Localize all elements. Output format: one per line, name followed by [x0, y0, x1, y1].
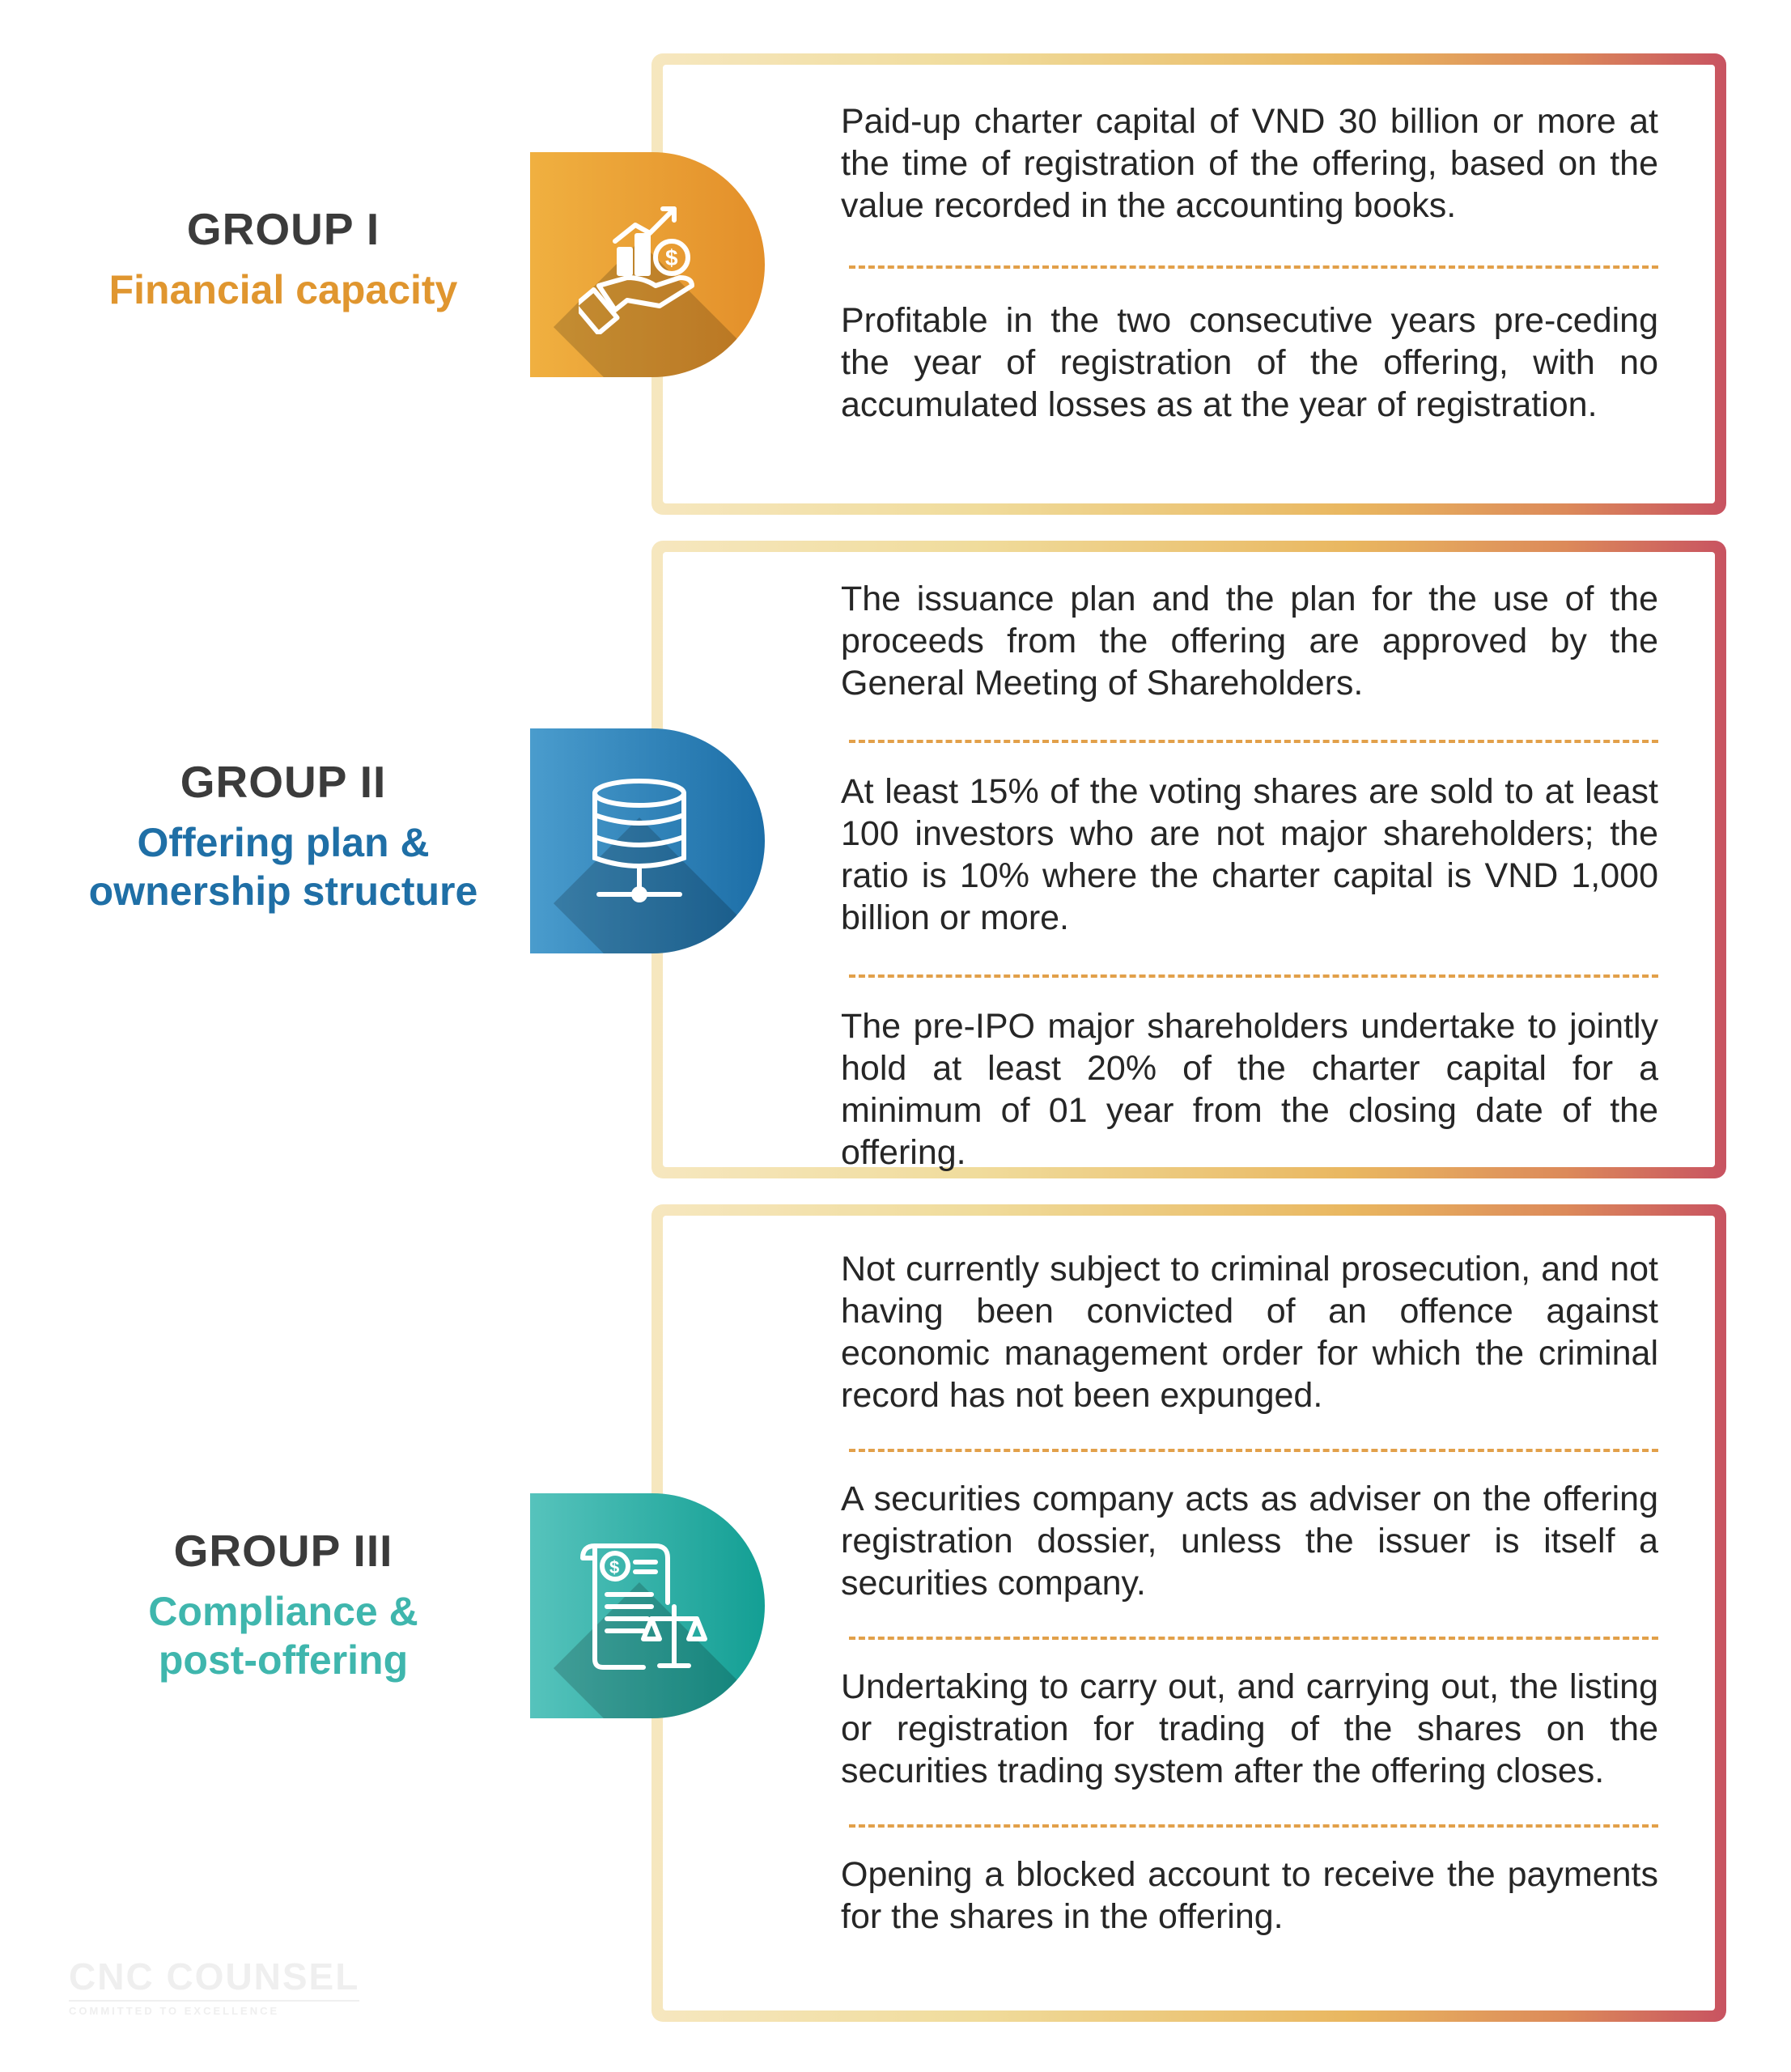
group-1-frame	[651, 53, 1726, 515]
group-3-frame	[651, 1204, 1726, 2022]
group-3-name: GROUP III	[173, 1526, 393, 1576]
dashed-divider	[849, 1449, 1658, 1452]
group-1-item-1-text: Paid-up charter capital of VND 30 billion or more at the time of registration of the offering, based on the value recorded in the accounting books.	[841, 102, 1658, 225]
dashed-divider	[849, 1637, 1658, 1640]
dashed-divider	[849, 265, 1658, 269]
svg-text:$: $	[609, 1557, 620, 1577]
group-1-item-2-text: Profitable in the two consecutive years pre-ceding the year of registration of the offering, with no accumulated losses as at the year of registration.	[841, 301, 1658, 424]
watermark-brand: CNC COUNSEL	[69, 1955, 360, 1998]
database-server-icon	[579, 773, 716, 911]
group-2-item-3	[841, 1005, 1658, 1174]
group-2-subtitle-line-1: Offering plan &	[137, 820, 430, 865]
group-1-name: GROUP I	[186, 204, 380, 254]
group-2-item-1	[841, 578, 1658, 704]
dashed-divider	[849, 974, 1658, 978]
group-3-item-4-text: Opening a blocked account to receive the payments for the shares in the offering.	[841, 1855, 1658, 1936]
dashed-divider	[849, 740, 1658, 743]
group-3-item-1	[841, 1248, 1658, 1416]
group-1-heading	[32, 202, 534, 314]
svg-text:$: $	[665, 245, 678, 270]
group-1-badge	[530, 152, 765, 377]
group-2-name: GROUP II	[180, 757, 387, 807]
group-3-subtitle-line-1: Compliance &	[148, 1589, 418, 1634]
group-2-item-3-text: The pre-IPO major shareholders undertake to jointly hold at least 20% of the charter capital for a minimum of 01 year from the closing date of the offering.	[841, 1007, 1658, 1172]
legal-document-icon	[579, 1538, 716, 1675]
group-3-item-4	[841, 1853, 1658, 1938]
watermark-logo	[69, 1955, 359, 2017]
group-1-subtitle: Financial capacity	[108, 267, 458, 312]
watermark-tagline: COMMITTED TO EXCELLENCE	[69, 2000, 359, 2017]
group-2-item-1-text: The issuance plan and the plan for the use of the proceeds from the offering are approved by the General Meeting of Shareholders.	[841, 580, 1658, 703]
group-3-item-2	[841, 1478, 1658, 1604]
group-2-item-2-text: At least 15% of the voting shares are sold to at least 100 investors who are not major shareholders; the ratio is 10% where the charter capital is VND 1,000 billion or more.	[841, 772, 1658, 937]
group-2-subtitle-line-2: ownership structure	[88, 868, 478, 914]
group-2-frame	[651, 541, 1726, 1178]
group-1-item-1	[841, 100, 1658, 227]
group-2-badge	[530, 728, 765, 953]
group-3-subtitle-line-2: post-offering	[158, 1637, 409, 1683]
group-3-item-1-text: Not currently subject to criminal prosecution, and not having been convicted of an offence against economic management order for which the criminal record has not been expunged.	[841, 1250, 1658, 1415]
group-3-item-3	[841, 1666, 1658, 1792]
group-1-item-2	[841, 299, 1658, 426]
group-3-item-2-text: A securities company acts as adviser on the offering registration dossier, unless the issuer is itself a securities company.	[841, 1480, 1658, 1603]
group-2-item-2	[841, 771, 1658, 939]
group-3-badge	[530, 1493, 765, 1718]
group-3-item-3-text: Undertaking to carry out, and carrying out, the listing or registration for trading of the shares on the securities trading system after the offering closes.	[841, 1667, 1658, 1790]
group-2-heading	[32, 755, 534, 915]
financial-growth-icon	[579, 197, 716, 334]
dashed-divider	[849, 1824, 1658, 1828]
group-3-heading	[32, 1524, 534, 1684]
